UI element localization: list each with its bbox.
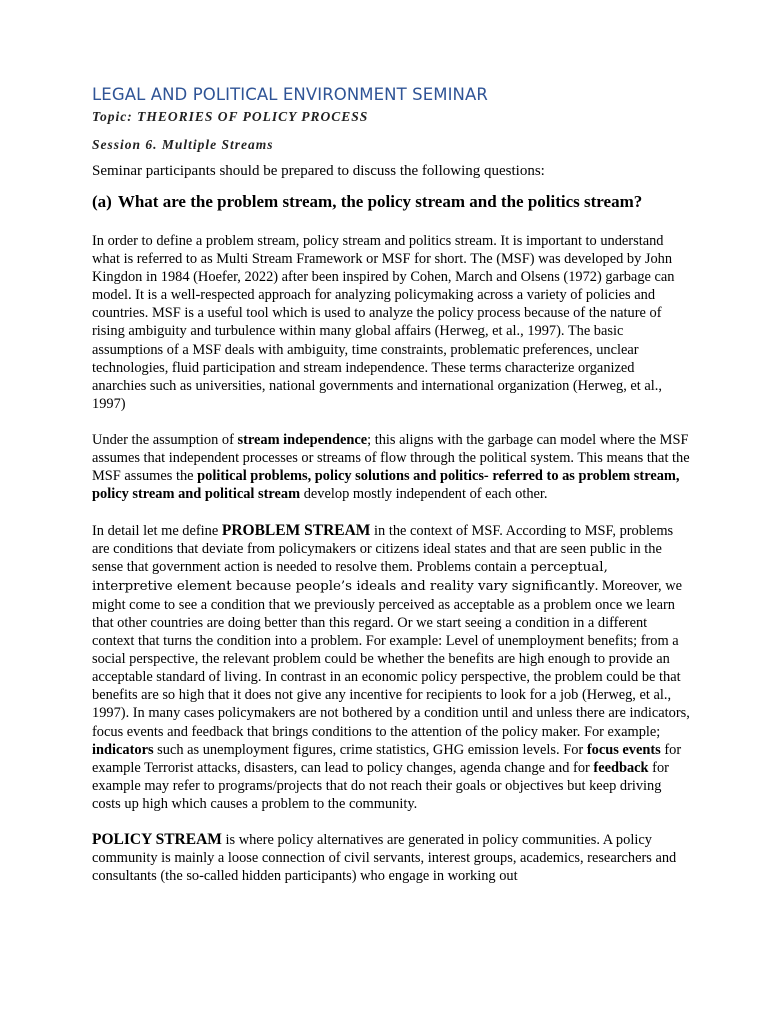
- text-run: Under the assumption of: [92, 432, 238, 449]
- text-run: for example may refer to programs/projects that do not reach their goals or objectives but keep driving costs up high which causes a problem to the community.: [92, 759, 669, 812]
- document-body: [92, 232, 692, 903]
- paragraph-problem-stream: [92, 522, 692, 814]
- text-run: ; this aligns with the garbage can model where the MSF assumes that independent processes or streams of flow through the political system. This means that the MSF assumes the: [92, 432, 690, 485]
- text-run: in the context of MSF. According to MSF, problems are conditions that deviate from policymakers or citizens ideal states and that are seen public in the sense that government action is needed to resolve them. Problems contain a: [92, 522, 674, 575]
- bold-term: PROBLEM STREAM: [221, 521, 371, 539]
- bold-term: POLICY STREAM: [92, 831, 222, 849]
- question-label: (a): [92, 192, 112, 211]
- text-run: develop mostly independent of each other.: [300, 486, 548, 503]
- text-run: is where policy alternatives are generated in policy communities. A policy community is mainly a loose connection of civil servants, interest groups, academics, researchers and consultants (the so-called hidden participants) who engage in working out: [92, 832, 677, 885]
- text-run: In detail let me define: [92, 522, 222, 539]
- paragraph-stream-independence: [92, 431, 692, 503]
- text-run: perceptual, interpretive element because people’s ideals and reality vary significantly: [92, 559, 608, 594]
- paragraph-msf-intro: In order to define a problem stream, policy stream and politics stream. It is important to understand what is referred to as Multi Stream Framework or MSF for short. The (MSF) was developed by John Kingdon in 1984 (Hoefer, 2022) after been inspired by Cohen, March and Olsens (1972) garbage can model. It is a well-respected approach for analyzing policymaking across a variety of policies and countries. MSF is a useful tool which is used to analyze the policy process because of the nature of rising ambiguity and turbulence within many global affairs (Herweg, et al., 1997). The basic assumptions of a MSF deals with ambiguity, time constraints, problematic preferences, unclear technologies, fluid participation and stream independence. These terms characterize organized anarchies such as universities, national governments and international organization (Herweg, et al., 1997): [92, 233, 675, 412]
- text-run: for example Terrorist attacks, disasters, can lead to policy changes, agenda change and for: [92, 741, 682, 776]
- bold-term: political problems, policy solutions and politics- referred to as problem stream, policy stream and political stream: [92, 468, 680, 503]
- question-text: What are the problem stream, the policy stream and the politics stream?: [117, 192, 643, 211]
- bold-term: stream independence: [237, 432, 368, 449]
- bold-term: indicators: [92, 741, 154, 758]
- bold-term: feedback: [593, 759, 649, 776]
- document-title: LEGAL AND POLITICAL ENVIRONMENT SEMINAR: [92, 85, 488, 104]
- bold-term: focus events: [586, 741, 661, 758]
- text-run: such as unemployment figures, crime statistics, GHG emission levels. For: [153, 741, 587, 758]
- session-line: Session 6. Multiple Streams: [92, 137, 274, 152]
- intro-text: Seminar participants should be prepared to discuss the following questions:: [92, 163, 545, 179]
- question-heading: [92, 192, 642, 212]
- paragraph-policy-stream: [92, 831, 692, 885]
- topic-line: Topic: THEORIES OF POLICY PROCESS: [92, 109, 369, 124]
- text-run: . Moreover, we might come to see a condition that we previously perceived as acceptable as a problem once we learn that other countries are doing better than this regard. Or we start seeing a condition in a different context that turns the condition into a problem. For example: Level of unemployment benefits; from a social perspective, the relevant problem could be whether the benefits are high enough to provide an acceptable standard of living. In contrast in an economic policy perspective, the problem could be that benefits are so high that it does not give any incentive for recipients to look for a job (Herweg, et al., 1997). In many cases policymakers are not bothered by a condition until and unless there are indicators, focus events and feedback that brings conditions to the attention of the policy maker. For example;: [92, 577, 690, 740]
